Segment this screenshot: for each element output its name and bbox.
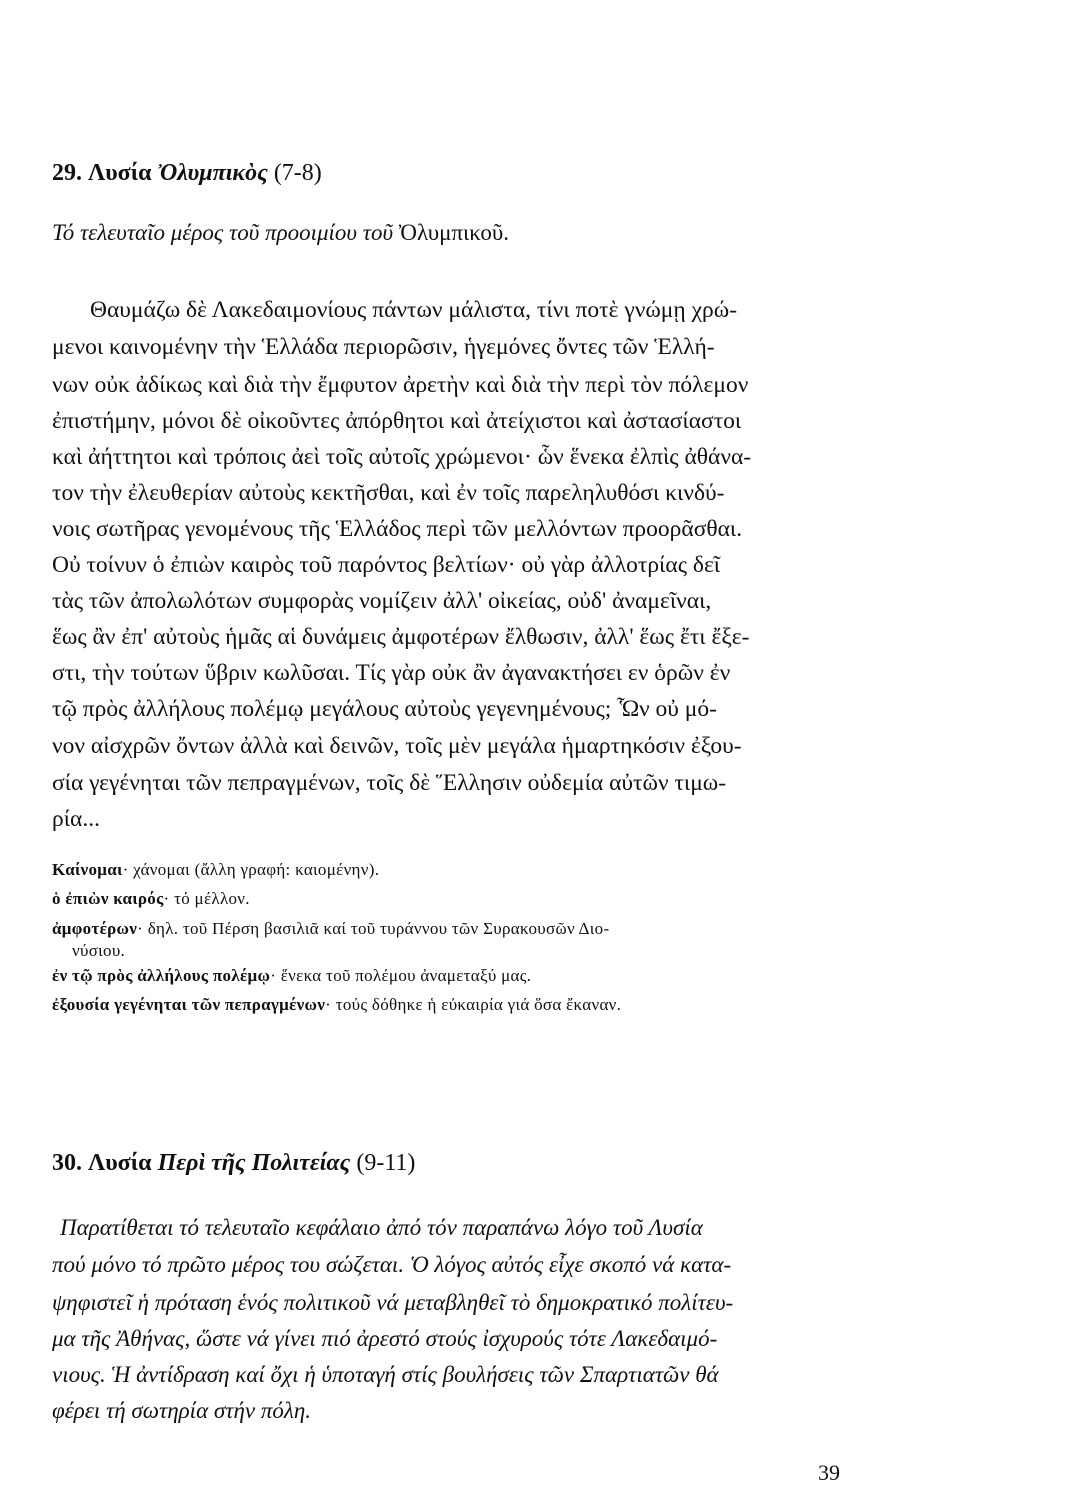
note-separator: · — [137, 919, 144, 938]
intro-line: ψηφιστεῖ ἡ πρόταση ἑνός πολιτικοῦ νά μεταβληθεῖ τὸ δημοκρατικό πολίτευ- — [52, 1290, 734, 1315]
section-author: Λυσία — [88, 160, 152, 186]
note-line — [52, 995, 621, 1015]
note-line — [52, 919, 609, 939]
intro-line: μα τῆς Ἀθήνας, ὥστε νά γίνει πιό ἀρεστό στούς ἰσχυρούς τότε Λακεδαιμό- — [52, 1326, 718, 1351]
text-line: μενοι καινομένην τὴν Ἑλλάδα περιορῶσιν, ἡγεμόνες ὄντες τῶν Ἑλλή- — [52, 334, 715, 360]
text-line: νων οὐκ ἀδίκως καὶ διὰ τὴν ἔμφυτον ἀρετὴν καὶ διὰ τὴν περὶ τὸν πόλεμον — [52, 372, 749, 398]
note-term: ἐν τῷ πρὸς ἀλλήλους πολέμῳ — [52, 966, 271, 985]
note-term: Καίνομαι — [52, 860, 123, 879]
note-gloss: ἕνεκα τοῦ πολέμου ἀναμεταξύ μας. — [280, 966, 532, 985]
section-author: Λυσία — [88, 1150, 152, 1176]
note-line — [52, 966, 531, 986]
intro-plain: Ὀλυμπικοῦ. — [398, 220, 509, 245]
text-line: νοις σωτῆρας γενομένους τῆς Ἑλλάδος περὶ τῶν μελλόντων προορᾶσθαι. — [52, 516, 743, 542]
text-line: ἕως ἂν ἐπ' αὐτοὺς ἡμᾶς αἱ δυνάμεις ἀμφοτέρων ἔλθωσιν, ἀλλ' ἕως ἔτι ἔξε- — [52, 624, 750, 650]
note-separator: · — [122, 860, 129, 879]
section-29-intro — [52, 220, 509, 246]
note-term: ὁ ἐπιὼν καιρός — [52, 889, 164, 908]
note-separator: · — [325, 995, 332, 1014]
text-line: ρία... — [52, 806, 100, 832]
section-number: 30. — [52, 1150, 82, 1176]
note-gloss: νύσιου. — [72, 941, 126, 960]
intro-line: πού μόνο τό πρῶτο μέρος του σώζεται. Ὁ λόγος αὐτός εἶχε σκοπό νά κατα- — [52, 1252, 732, 1277]
note-separator: · — [270, 966, 277, 985]
section-range: (9-11) — [356, 1150, 416, 1176]
note-gloss: τό μέλλον. — [174, 889, 250, 908]
section-29-heading — [52, 160, 322, 187]
page-number: 39 — [818, 1460, 840, 1485]
note-term: ἐξουσία γεγένηται τῶν πεπραγμένων — [52, 995, 326, 1014]
intro-line: νιους. Ἡ ἀντίδραση καί ὄχι ἡ ὑποταγή στίς βουλήσεις τῶν Σπαρτιατῶν θά — [52, 1362, 719, 1387]
text-line: Οὐ τοίνυν ὁ ἐπιὼν καιρὸς τοῦ παρόντος βελτίων· οὐ γὰρ ἀλλοτρίας δεῖ — [52, 552, 721, 578]
intro-line: φέρει τή σωτηρία στήν πόλη. — [52, 1398, 311, 1423]
text-line: καὶ ἀήττητοι καὶ τρόποις ἀεὶ τοῖς αὐτοῖς χρώμενοι· ὧν ἕνεκα ἐλπὶς ἀθάνα- — [52, 444, 752, 470]
section-range: (7-8) — [273, 160, 322, 186]
text-line: τον τὴν ἐλευθερίαν αὐτοὺς κεκτῆσθαι, καὶ ἐν τοῖς παρεληλυθόσι κινδύ- — [52, 480, 725, 506]
note-separator: · — [163, 889, 170, 908]
text-line: ἐπιστήμην, μόνοι δὲ οἰκοῦντες ἀπόρθητοι καὶ ἀτείχιστοι καὶ ἀστασίαστοι — [52, 408, 742, 434]
intro-italic: Τό τελευταῖο μέρος τοῦ προοιμίου τοῦ — [52, 220, 394, 245]
text-line: σία γεγένηται τῶν πεπραγμένων, τοῖς δὲ Ἕλλησιν οὐδεμία αὐτῶν τιμω- — [52, 770, 727, 796]
note-gloss: χάνομαι (ἄλλη γραφή: καιομένην). — [133, 860, 380, 879]
text-line: τῷ πρὸς ἀλλήλους πολέμῳ μεγάλους αὐτοὺς γεγενημένους; Ὧν οὐ μό- — [52, 696, 717, 722]
section-30-heading — [52, 1150, 415, 1177]
note-term: ἀμφοτέρων — [52, 919, 138, 938]
note-gloss: δηλ. τοῦ Πέρση βασιλιᾶ καί τοῦ τυράννου τῶν Συρακουσῶν Διο- — [147, 919, 610, 938]
section-work-title: Ὀλυμπικὸς — [157, 160, 268, 186]
intro-line: Παρατίθεται τό τελευταῖο κεφάλαιο ἀπό τόν παραπάνω λόγο τοῦ Λυσία — [60, 1215, 703, 1240]
section-number: 29. — [52, 160, 82, 186]
text-line: στι, τὴν τούτων ὕβριν κωλῦσαι. Τίς γὰρ οὐκ ἂν ἀγανακτήσει εν ὁρῶν ἐν — [52, 660, 731, 686]
note-line — [72, 941, 125, 961]
text-line: Θαυμάζω δὲ Λακεδαιμονίους πάντων μάλιστα, τίνι ποτὲ γνώμῃ χρώ- — [90, 297, 738, 323]
note-gloss: τούς δόθηκε ἡ εὐκαιρία γιά ὅσα ἔκαναν. — [335, 995, 622, 1014]
text-line: τὰς τῶν ἀπολωλότων συμφορὰς νομίζειν ἀλλ' οἰκείας, οὐδ' ἀναμεῖναι, — [52, 588, 712, 614]
section-work-title: Περὶ τῆς Πολιτείας — [157, 1150, 351, 1176]
text-line: νον αἰσχρῶν ὄντων ἀλλὰ καὶ δεινῶν, τοῖς μὲν μεγάλα ἡμαρτηκόσιν ἐξου- — [52, 733, 742, 759]
note-line — [52, 860, 379, 880]
note-line — [52, 889, 250, 909]
